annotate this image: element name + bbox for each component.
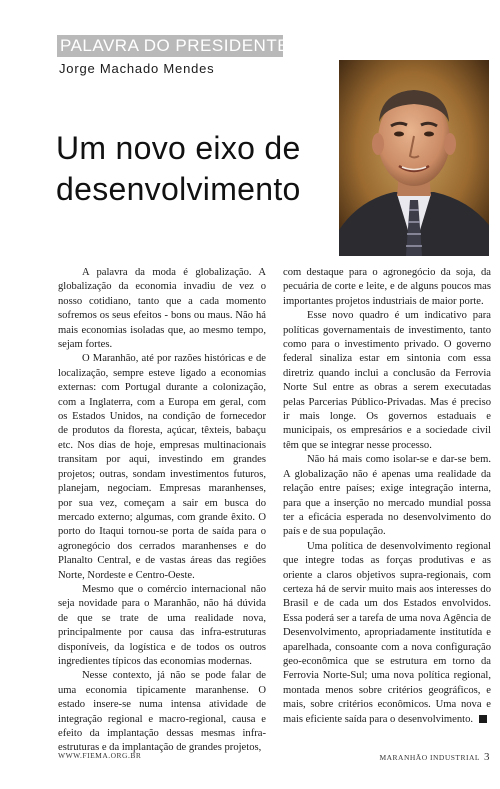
article-column-right — [283, 266, 491, 727]
article-paragraph: com destaque para o agronegócio da soja, da pecuária de corte e leite, e de alguns poucos mas importantes projetos industriais de maior porte. — [283, 267, 491, 307]
author-portrait — [339, 60, 489, 256]
article-title: Um novo eixo de desenvolvimento — [56, 130, 301, 207]
footer-publication-name: MARANHÃO INDUSTRIAL — [379, 753, 480, 762]
footer-website: WWW.FIEMA.ORG.BR — [58, 751, 142, 760]
article-paragraph-last — [283, 540, 491, 727]
article-paragraph: A palavra da moda é globalização. A globalização da economia invadiu de vez o nosso cotidiano, tanto que a cada momento sofremos os seus efeitos - bons ou maus. Não há mais economias isoladas que, ao mesmo tempo, sejam fortes. — [58, 267, 266, 351]
article-paragraph: Nesse contexto, já não se pode falar de uma economia tipicamente maranhense. O estado insere-se numa intensa atividade de integração regional e macro-regional, causa e efeito da implantação dessas mesmas infra-estruturas e da implantação de grandes projetos, — [58, 670, 266, 754]
footer-publication — [379, 751, 490, 763]
section-label: PALAVRA DO PRESIDENTE — [60, 36, 290, 55]
page-number: 3 — [484, 751, 490, 763]
article-paragraph: Não há mais como isolar-se e dar-se bem. A globalização não é apenas uma realidade da relação entre países; exige integração interna, para que a inserção no mercado mundial possa ter a eficácia esperada no desenvolvimento do país e de sua população. — [283, 454, 491, 538]
article-column-left — [58, 266, 266, 756]
article-paragraph: Esse novo quadro é um indicativo para políticas governamentais de investimento, tanto como para o investimento privado. O governo federal sinaliza estar em sintonia com essa diretriz quando inclui a conclusão da Ferrovia Norte Sul entre as obras a serem executadas pelas Parcerias Público-Privadas. Mas é preciso ir mais longe. Os governos estaduais e municipais, os empresários e a sociedade civil têm que se integrar nesse processo. — [283, 310, 491, 451]
section-header-bar — [57, 35, 290, 57]
article-paragraph-text: Uma política de desenvolvimento regional que integre todas as forças produtivas e as oriente a claros objetivos supra-regionais, com certeza há de servir muito mais aos interesses do Brasil e de cada um dos Estados envolvidos. Essa poderá ser a tarefa de uma nova Agência de Desenvolvimento, apropriadamente institutída e aparelhada, consoante com a nova configuração geo-econômica que se estrutura em torno da Ferrovia Norte-Sul; uma nova política regional, montada menos sobre critérios geográficos, e mais, sobre critérios econômicos. Uma nova e mais eficiente saída para o desenvolvimento. — [283, 540, 491, 725]
article-paragraph: O Maranhão, até por razões históricas e de localização, sempre esteve ligado a economias externas: com Portugal durante a colonização, com a Inglaterra, com a Europa em geral, com os Estados Unidos, na condição de fornecedor de produtos da floresta, açúcar, têxteis, babaçu etc. Nos dias de hoje, empresas multinacionais transitam por aqui, investindo em grandes projetos; outras, sondam investimentos futuros, planejam, negociam. Empresas maranhenses, por sua vez, começam a sair em busca do mercado externo; algumas, com grande êxito. O porto do Itaqui tornou-se porta de saída para o agronegócio dos cerrados maranhenses e do Planalto Central, e de vastas áreas das regiões Norte, Nordeste e Centro-Oeste. — [58, 353, 266, 581]
end-of-article-square-icon — [479, 715, 487, 723]
article-paragraph: Mesmo que o comércio internacional não seja novidade para o Maranhão, não há dúvida de que se trate de uma realidade nova, principalmente por causa das infra-estruturas disponíveis, da logística e de todos os outros ingredientes típicos das economias modernas. — [58, 583, 266, 667]
author-name: Jorge Machado Mendes — [59, 61, 215, 76]
